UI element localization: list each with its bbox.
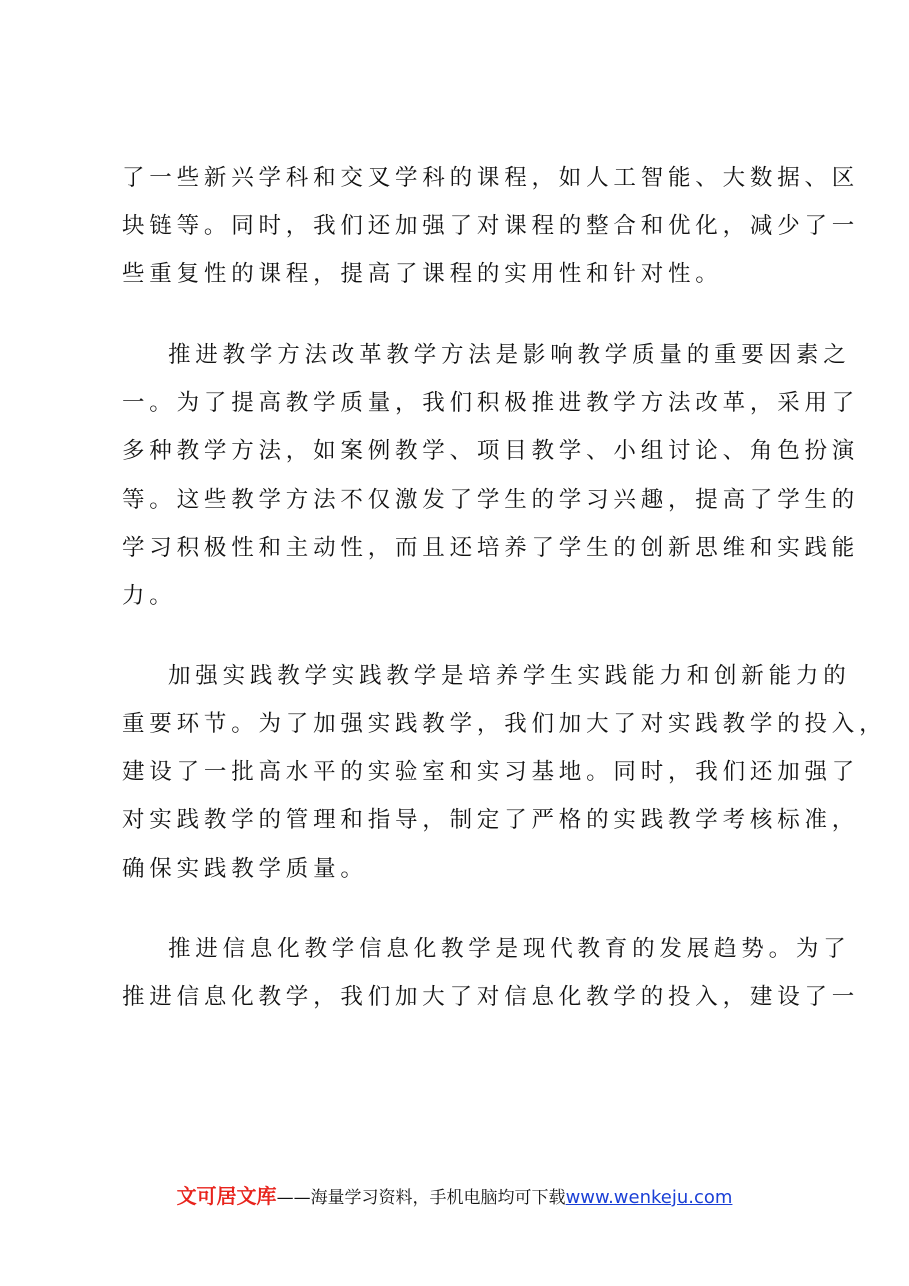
footer-brand: 文可居文库: [176, 1184, 277, 1208]
text-line: 建设了一批高水平的实验室和实习基地。同时，我们还加强了: [122, 759, 860, 785]
footer-website-link[interactable]: www.wenkeju.com: [565, 1187, 733, 1208]
text-line: 些重复性的课程，提高了课程的实用性和针对性。: [122, 261, 723, 287]
text-line: 块链等。同时，我们还加强了对课程的整合和优化，减少了一: [122, 213, 860, 239]
text-line: 确保实践教学质量。: [122, 856, 368, 882]
paragraph-start-line: 推进信息化教学信息化教学是现代教育的发展趋势。为了: [168, 936, 851, 962]
paragraph-start-line: 推进教学方法改革教学方法是影响教学质量的重要因素之: [168, 342, 851, 368]
text-line: 多种教学方法，如案例教学、项目教学、小组讨论、角色扮演: [122, 438, 860, 464]
text-line: 一。为了提高教学质量，我们积极推进教学方法改革，采用了: [122, 390, 860, 416]
text-line: 重要环节。为了加强实践教学，我们加大了对实践教学的投入，: [122, 711, 887, 737]
text-line: 等。这些教学方法不仅激发了学生的学习兴趣，提高了学生的: [122, 487, 860, 513]
footer: [0, 1182, 909, 1212]
paragraph-start-line: 加强实践教学实践教学是培养学生实践能力和创新能力的: [168, 663, 851, 689]
text-line: 推进信息化教学，我们加大了对信息化教学的投入，建设了一: [122, 984, 860, 1010]
footer-slogan: ——海量学习资料，手机电脑均可下载: [276, 1188, 566, 1208]
text-line: 学习积极性和主动性，而且还培养了学生的创新思维和实践能: [122, 535, 860, 561]
text-line: 对实践教学的管理和指导，制定了严格的实践教学考核标准，: [122, 807, 860, 833]
text-line: 力。: [122, 583, 177, 609]
text-line: 了一些新兴学科和交叉学科的课程，如人工智能、大数据、区: [122, 165, 860, 191]
